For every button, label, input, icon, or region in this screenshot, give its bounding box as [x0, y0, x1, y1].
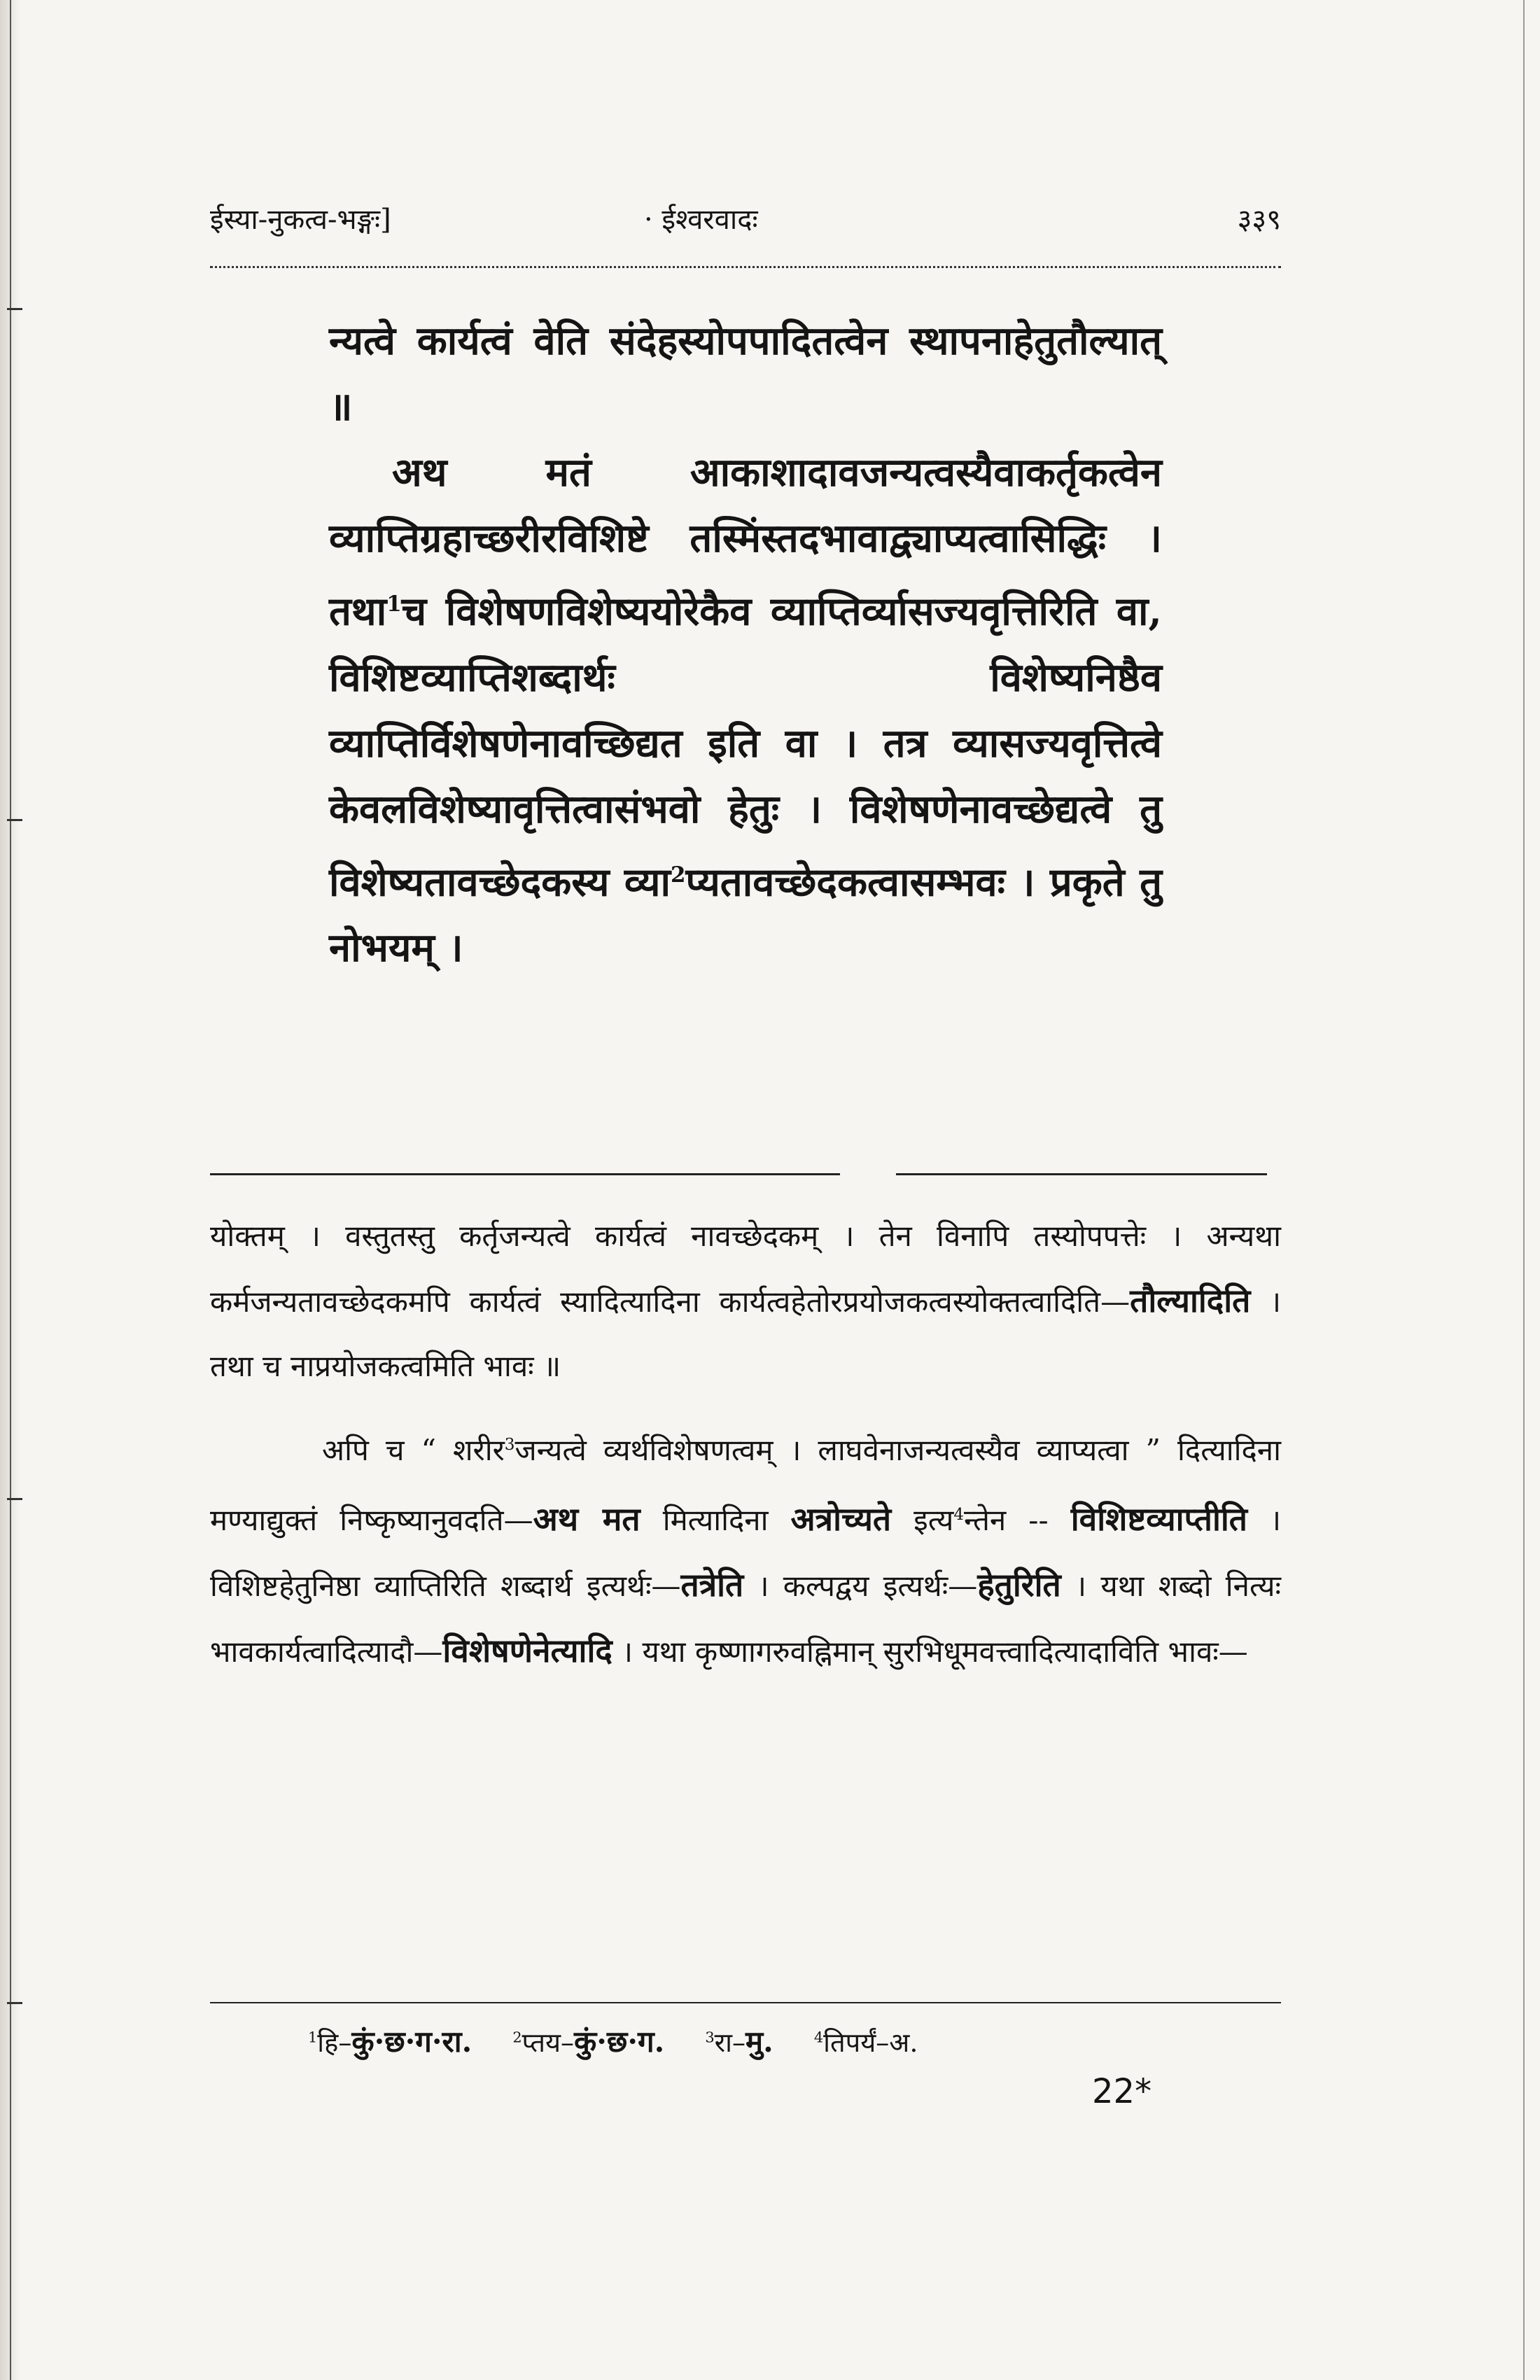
commentary-run: इत्य: [913, 1503, 954, 1537]
main-text-run: प्यतावच्छेदकत्वासम्भवः । प्रकृते तु नोभयम् ।: [329, 859, 1162, 972]
header-chapter: ईस्या-नुकत्व-भङ्गः]: [210, 204, 391, 236]
footnote-sources: कुं·छ·ग.: [574, 2024, 665, 2059]
commentary-run: अपि च “ शरीर: [322, 1433, 505, 1467]
footnote-2: [512, 2024, 665, 2059]
page-number: ३३९: [1237, 204, 1281, 236]
footnotes: [308, 2016, 1288, 2064]
footnote-reading: तिपर्यं–अ.: [823, 2026, 918, 2058]
margin-mark: [7, 2002, 22, 2004]
commentary-run: मित्यादिना: [662, 1503, 769, 1537]
footnote-reading: हि–: [317, 2026, 352, 2058]
margin-mark: [7, 819, 22, 821]
footnote-marker: 1: [386, 592, 402, 617]
commentary-keyword: अथ मत: [533, 1500, 640, 1538]
main-paragraph-1: न्यत्वे कार्यत्वं वेति संदेहस्योपपादितत्वेन स्थापनाहेतुतौल्यात् ॥: [329, 318, 1162, 430]
footnote-sources: मु.: [746, 2024, 774, 2059]
commentary-paragraph-1: [210, 1204, 1281, 1399]
commentary-keyword: तत्रेति: [680, 1566, 744, 1604]
footnote-number: 1: [308, 2029, 318, 2045]
commentary-run: । विशिष्टहेतुनिष्ठा व्याप्तिरिति शब्दार्थ इत्यर्थः—: [210, 1503, 1282, 1603]
footnote-4: [814, 2027, 918, 2058]
footnote-1: [308, 2024, 472, 2059]
separator-rule: [896, 1173, 1267, 1175]
footnote-marker: 2: [671, 862, 686, 888]
margin-mark: [7, 1498, 22, 1500]
commentary-run: जन्यत्वे व्यर्थविशेषणत्वम् । लाघवेनाजन्यत्वस्यैव व्याप्यत्वा ” दित्यादिना मण्याद्युक्तं निष्कृष्यानुवदति—: [210, 1433, 1281, 1537]
commentary-keyword: विशिष्टव्याप्तीति: [1070, 1500, 1248, 1538]
footnote-reading: रा–: [714, 2026, 746, 2058]
footnote-number: 4: [813, 2029, 824, 2045]
footnote-sources: कुं·छ·ग·रा.: [351, 2024, 472, 2059]
commentary-run: । यथा शब्दो नित्यः भावकार्यत्वादित्यादौ—: [210, 1569, 1281, 1669]
binding-line: [10, 0, 11, 2380]
footnote-3: [705, 2024, 774, 2059]
footnote-number: 2: [512, 2029, 522, 2045]
footnote-reading: प्तय–: [522, 2026, 575, 2058]
commentary: [210, 1204, 1281, 1698]
commentary-run: । कल्पद्वय इत्यर्थः—: [757, 1569, 978, 1603]
commentary-run: योक्तम् । वस्तुतस्तु कर्तृजन्यत्वे कार्यत्वं नावच्छेदकम् । तेन विनापि तस्योपपत्तेः । अन्यथा कर्मजन्यतावच्छेदकमपि कार्यत्वं स्यादित्यादिना कार्यत्वहेतोरप्रयोजकत्वस्योक्तत्वादिति—: [210, 1219, 1281, 1319]
main-paragraph-2: [329, 440, 1162, 981]
commentary-keyword: तौल्यादिति: [1130, 1282, 1251, 1320]
footnote-marker: 4: [953, 1506, 965, 1524]
margin-mark: [7, 308, 22, 310]
commentary-keyword: अत्रोच्यते: [790, 1500, 892, 1538]
commentary-run: न्तेन --: [964, 1503, 1071, 1537]
main-text-run: च विशेषणविशेष्ययोरेकैव व्याप्तिर्व्यासज्यवृत्तिरिति वा, विशिष्टव्याप्तिशब्दार्थः विशेष्यनिष्ठैव व्याप्तिर्विशेषणेनावच्छिद्यत इति वा । तत्र व्यासज्यवृत्तित्वे केवलविशेष्यावृत्तित्वासंभवो हेतुः । विशेषणेनावच्छेद्यत्वे तु विशेष्यतावच्छेदकस्य व्या: [329, 588, 1162, 906]
page-right-edge: [1523, 0, 1525, 2380]
commentary-keyword: विशेषणेनेत्यादि: [442, 1632, 612, 1670]
footnote-rule: [210, 2002, 1281, 2003]
commentary-keyword: हेतुरिति: [977, 1566, 1061, 1604]
commentary-run: । यथा कृष्णागरुवह्निमान् सुरभिधूमवत्त्वादित्यादाविति भावः—: [622, 1634, 1248, 1669]
separator-rule: [210, 1173, 840, 1175]
header-rule: [210, 259, 1281, 268]
commentary-run: । तथा च नाप्रयोजकत्वमिति भावः ॥: [210, 1284, 1281, 1383]
main-text-run: अथ मतं आकाशादावजन्यत्वस्यैवाकर्तृकत्वेन व्याप्तिग्रहाच्छरीरविशिष्टे तस्मिंस्तदभावाद्व्याप्यत्वासिद्धिः । तथा: [329, 449, 1162, 635]
header-title: · ईश्वरवादः: [644, 204, 758, 236]
signature-mark: 22*: [1092, 2072, 1152, 2111]
commentary-paragraph-2: [210, 1413, 1281, 1684]
footnote-marker: 3: [504, 1436, 515, 1454]
footnote-number: 3: [705, 2029, 715, 2045]
main-text: [329, 308, 1162, 981]
running-header: [210, 189, 1281, 245]
